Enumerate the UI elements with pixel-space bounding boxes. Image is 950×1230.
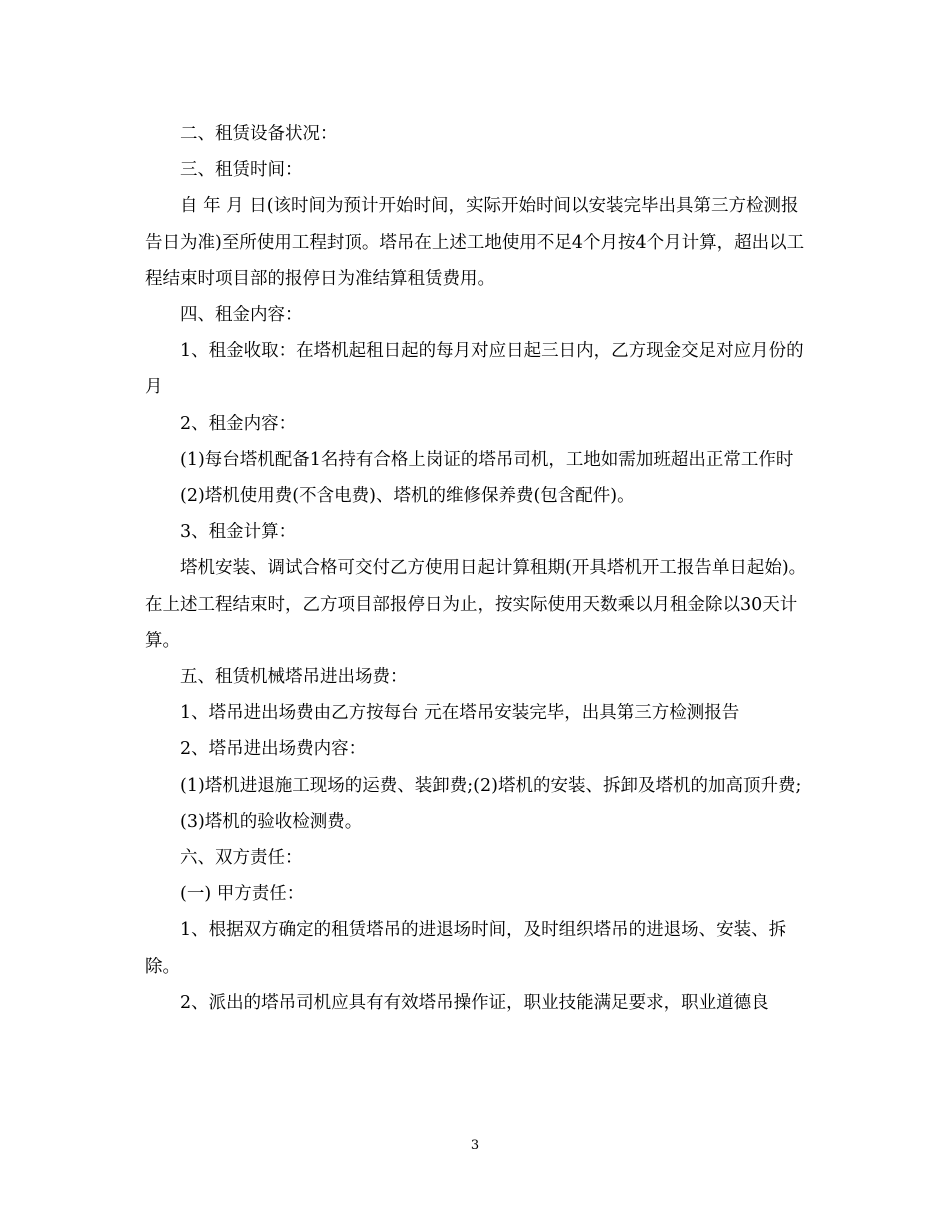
subheading-party-a-responsibilities: (一) 甲方责任： <box>180 884 305 905</box>
section-heading-entry-exit-fee: 五、租赁机械塔吊进出场费： <box>180 667 408 688</box>
section-heading-lease-period: 三、租赁时间： <box>180 160 303 181</box>
paragraph-party-a-item-2: 2、派出的塔吊司机应具有有效塔吊操作证，职业技能满足要求，职业道德良 <box>180 992 769 1013</box>
paragraph-inspection-fee: (3)塔机的验收检测费。 <box>180 811 363 832</box>
paragraph-rent-collection: 1、租金收取：在塔机起租日起的每月对应日起三日内，乙方现金交足对应月份的月 <box>145 341 804 398</box>
paragraph-entry-exit-fee-items: (1)塔机进退施工现场的运费、装卸费;(2)塔机的安装、拆卸及塔机的加高顶升费; <box>180 775 802 796</box>
paragraph-rent-item-2: (2)塔机使用费(不含电费)、塔机的维修保养费(包含配件)。 <box>180 486 635 507</box>
paragraph-lease-period-text: 自 年 月 日(该时间为预计开始时间，实际开始时间以安装完毕出具第三方检测报告日为准)至所使用工程封顶。塔吊在上述工地使用不足4个月按4个月计算，超出以工程结束时项目部的报停日为准结算租赁费用。 <box>145 196 805 289</box>
paragraph-entry-exit-fee-1: 1、塔吊进出场费由乙方按每台 元在塔吊安装完毕，出具第三方检测报告 <box>180 703 740 724</box>
subheading-entry-exit-fee-content: 2、塔吊进出场费内容： <box>180 739 367 760</box>
section-heading-rent-content: 四、租金内容： <box>180 305 303 326</box>
paragraph-rent-item-1: (1)每台塔机配备1名持有合格上岗证的塔吊司机，工地如需加班超出正常工作时 <box>180 449 794 470</box>
section-heading-equipment-status: 二、租赁设备状况： <box>180 124 338 144</box>
page-number: 3 <box>470 1138 480 1153</box>
subheading-rent-content: 2、租金内容： <box>180 413 297 434</box>
paragraph-rent-calculation-text: 塔机安装、调试合格可交付乙方使用日起计算租期(开具塔机开工报告单日起始)。在上述工程结束时，乙方项目部报停日为止，按实际使用天数乘以月租金除以30天计算。 <box>145 558 807 651</box>
section-heading-responsibilities: 六、双方责任： <box>180 848 303 869</box>
document-body <box>145 116 815 1021</box>
subheading-rent-calculation: 3、租金计算： <box>180 522 297 543</box>
paragraph-party-a-item-1: 1、根据双方确定的租赁塔吊的进退场时间，及时组织塔吊的进退场、安装、拆除。 <box>145 920 787 977</box>
